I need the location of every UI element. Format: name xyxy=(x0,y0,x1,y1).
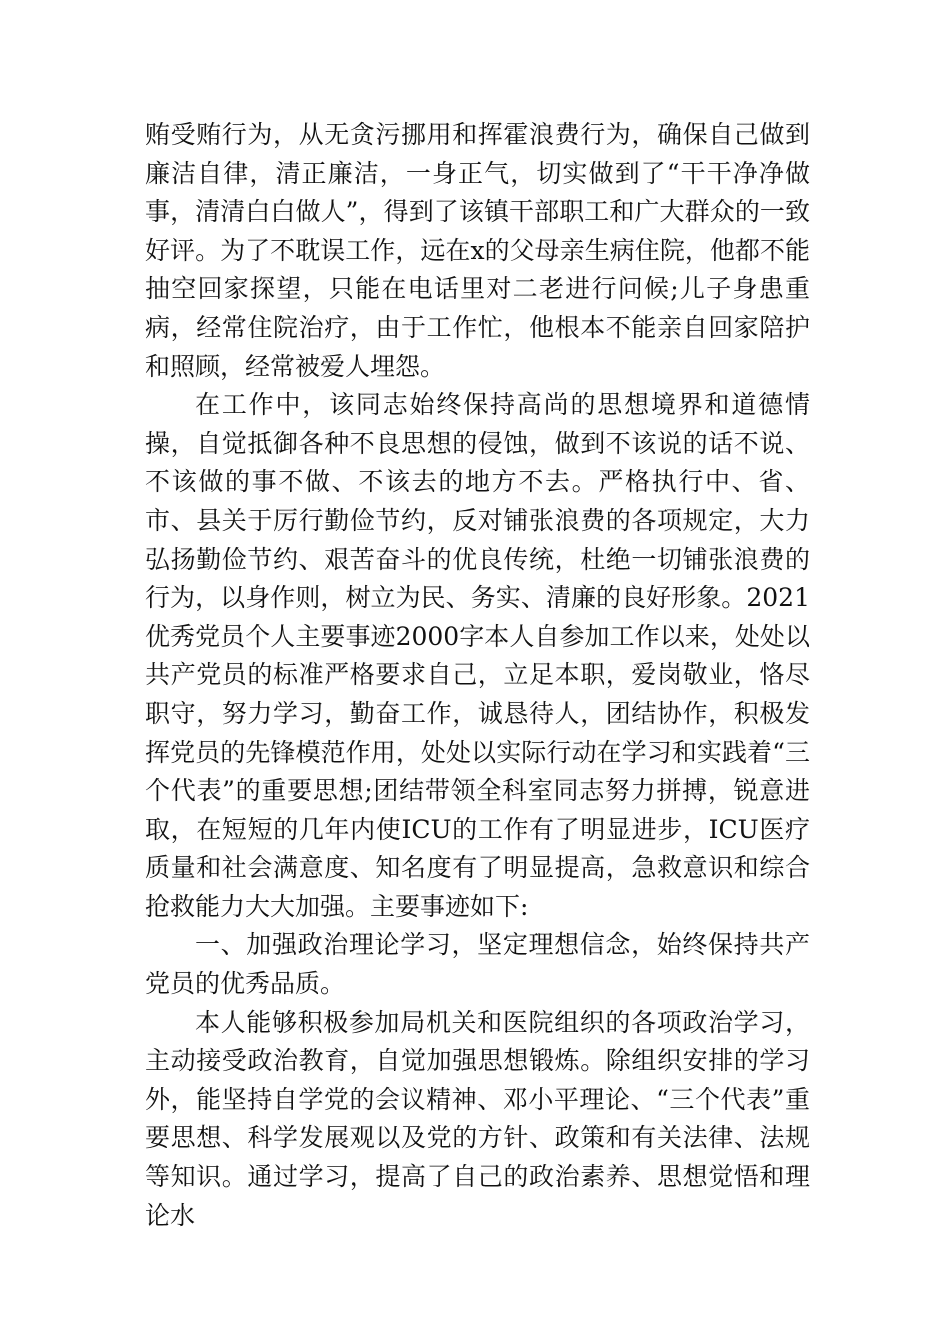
document-body xyxy=(145,116,810,1235)
paragraph-political-study: 本人能够积极参加局机关和医院组织的各项政治学习，主动接受政治教育，自觉加强思想锻炼。除组织安排的学习外，能坚持自学党的会议精神、邓小平理论、“三个代表”重要思想、科学发展观以及党的方针、政策和有关法律、法规等知识。通过学习，提高了自己的政治素养、思想觉悟和理论水 xyxy=(145,1007,810,1230)
section-heading-political-study: 一、加强政治理论学习，坚定理想信念，始终保持共产党员的优秀品质。 xyxy=(145,930,810,999)
paragraph-continued: 贿受贿行为，从无贪污挪用和挥霍浪费行为，确保自己做到廉洁自律，清正廉洁，一身正气，切实做到了“干干净净做事，清清白白做人”，得到了该镇干部职工和广大群众的一致好评。为了不耽误工作，远在x的父母亲生病住院，他都不能抽空回家探望，只能在电话里对二老进行问候;儿子身患重病，经常住院治疗，由于工作忙，他根本不能亲自回家陪护和照顾，经常被爱人埋怨。 xyxy=(145,120,810,381)
paragraph-work-conduct: 在工作中，该同志始终保持高尚的思想境界和道德情操，自觉抵御各种不良思想的侵蚀，做到不该说的话不说、不该做的事不做、不该去的地方不去。严格执行中、省、市、县关于厉行勤俭节约，反对铺张浪费的各项规定，大力弘扬勤俭节约、艰苦奋斗的优良传统，杜绝一切铺张浪费的行为，以身作则，树立为民、务实、清廉的良好形象。2021优秀党员个人主要事迹2000字本人自参加工作以来，处处以共产党员的标准严格要求自己，立足本职，爱岗敬业，恪尽职守，努力学习，勤奋工作，诚恳待人，团结协作，积极发挥党员的先锋模范作用，处处以实际行动在学习和实践着“三个代表”的重要思想;团结带领全科室同志努力拼搏，锐意进取，在短短的几年内使ICU的工作有了明显进步，ICU医疗质量和社会满意度、知名度有了明显提高，急救意识和综合抢救能力大大加强。主要事迹如下: xyxy=(145,390,810,921)
